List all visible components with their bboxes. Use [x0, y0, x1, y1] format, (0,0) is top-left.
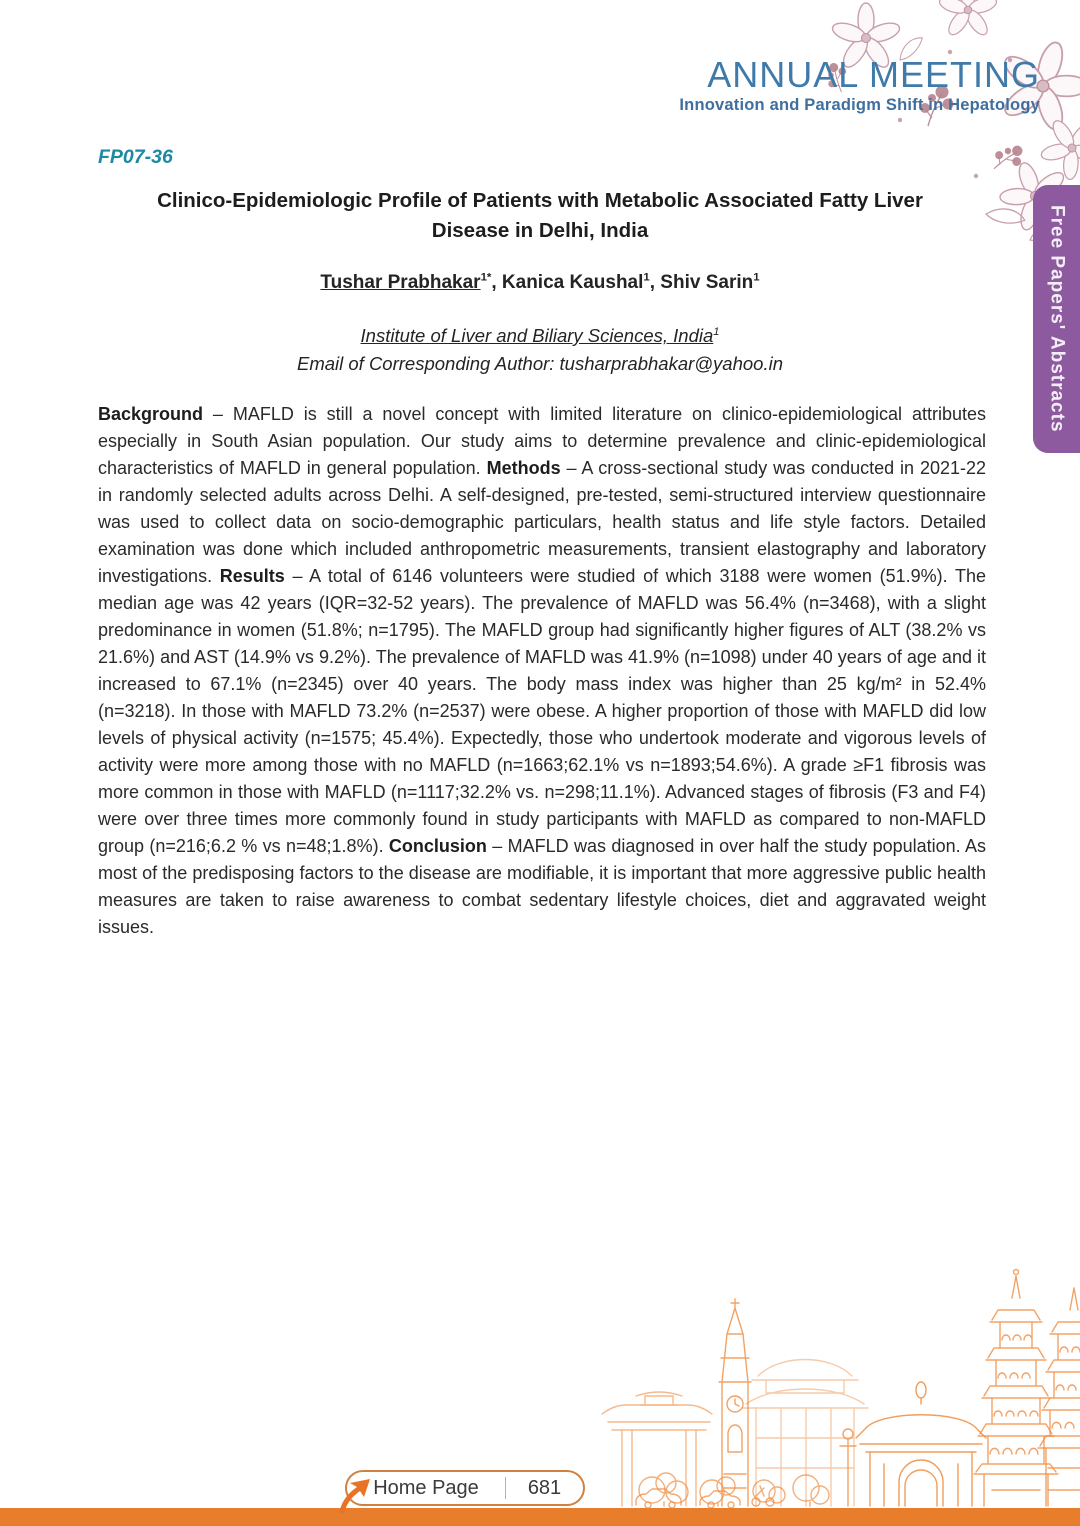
- affiliation-line: Institute of Liver and Biliary Sciences, India$^1$: [360, 325, 720, 346]
- abstract-code: FP07-36: [98, 146, 173, 168]
- event-header: [679, 55, 1040, 115]
- authors-line: Tushar Prabhakar$^{1*}$, Kanica Kaushal$^1$, Shiv Sarin$^1$: [320, 271, 760, 293]
- section-tab-label: Free Papers' Abstracts: [1046, 205, 1068, 433]
- event-subtitle: Innovation and Paradigm Shift in Hepatology: [679, 96, 1040, 114]
- paper-title-line-1: Clinico-Epidemiologic Profile of Patients with Metabolic Associated Fatty Liver: [157, 189, 923, 212]
- cursor-arrow-icon: [334, 1476, 374, 1516]
- abstract-body: Background – MAFLD is still a novel concept with limited literature on clinico-epidemiological attributes especially in South Asian population. Our study aims to determine prevalence and clinic-epidemiological characteristics of MAFLD in general population. Methods – A cross-sectional study was conducted in 2021-22 in randomly selected adults across Delhi. A self-designed, pre-tested, semi-structured interview questionnaire was used to collect data on socio-demographic particulars, health status and life style factors. Detailed examination was done which included anthropometric measurements, transient elastography and laboratory investigations. Results – A total of 6146 volunteers were studied of which 3188 were women (51.9%). The median age was 42 years (IQR=32-52 years). The prevalence of MAFLD was 56.4% (n=3468), with a slight predominance in women (51.8%; n=1795). The MAFLD group had significantly higher figures of ALT (38.2% vs 21.6%) and AST (14.9% vs 9.2%). The prevalence of MAFLD was 41.9% (n=1098) under 40 years of age and it increased to 67.1% (n=2345) over 40 years. The body mass index was higher than 25 kg/m² in 52.4% (n=3218). In those with MAFLD 73.2% (n=2537) were obese. A higher proportion of those with MAFLD did low levels of physical activity (n=1575; 45.4%). Expectedly, those who undertook moderate and vigorous levels of activity were more among those with no MAFLD (n=1663;62.1% vs n=1893;54.6%). A grade ≥F1 fibrosis was more common in those with MAFLD (n=1117;32.2% vs. n=298;11.1%). Advanced stages of fibrosis (F3 and F4) were over three times more commonly found in study participants with MAFLD as compared to non-MAFLD group (n=216;6.2 % vs n=48;1.8%). Conclusion – MAFLD was diagnosed in over half the study population. As most of the predisposing factors to the disease are modifiable, it is important that more aggressive public health measures are taken to raise awareness to combat sedentary lifestyle choices, diet and aggravated weight issues.: [98, 404, 987, 937]
- event-title: ANNUAL MEETING: [707, 54, 1040, 95]
- paper-title: [70, 186, 1010, 246]
- paper-title-line-2: Disease in Delhi, India: [431, 219, 649, 242]
- home-page-button[interactable]: [345, 1470, 585, 1506]
- bottom-accent-bar: [0, 1508, 1080, 1526]
- page-number: 681: [527, 1476, 562, 1499]
- home-page-label: Home Page: [373, 1476, 479, 1499]
- corresponding-email-line: Email of Corresponding Author: tusharprabhakar@yahoo.in: [296, 353, 783, 374]
- section-tab-free-papers-abstracts: [1033, 185, 1080, 453]
